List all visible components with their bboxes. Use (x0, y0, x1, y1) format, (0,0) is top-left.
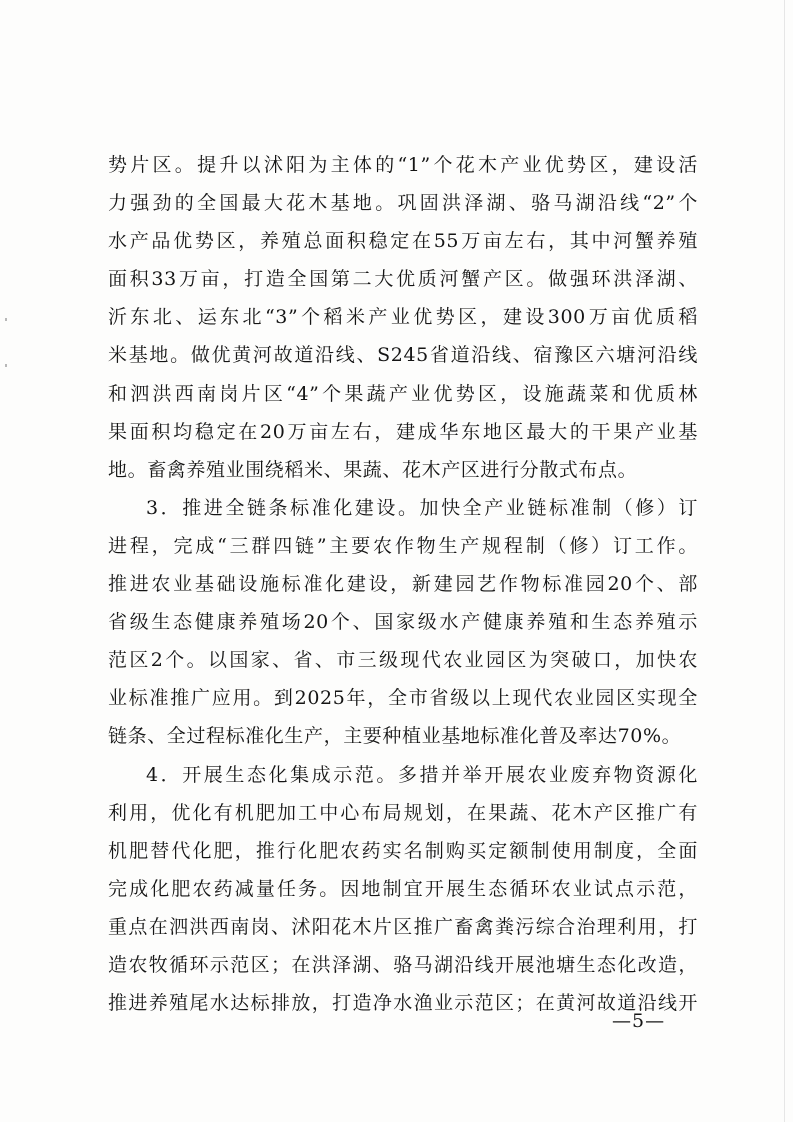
text-line: 进程，完成“三群四链”主要农作物生产规程制（修）订工作。 (108, 534, 698, 557)
page-number: —5— (612, 1010, 666, 1032)
text-line: 重点在泗洪西南岗、沭阳花木片区推广畜禽粪污综合治理利用，打 (108, 915, 698, 938)
text-line: 链条、全过程标准化生产，主要种植业基地标准化普及率达70%。 (108, 725, 682, 748)
text-line: 米基地。做优黄河故道沿线、S245省道沿线、宿豫区六塘河沿线 (108, 344, 698, 367)
text-line: 面积33万亩，打造全国第二大优质河蟹产区。做强环洪泽湖、 (108, 268, 698, 291)
text-line: 果面积均稳定在20万亩左右，建成华东地区最大的干果产业基 (108, 420, 698, 443)
text-line: 推进养殖尾水达标排放，打造净水渔业示范区；在黄河故道沿线开 (108, 992, 698, 1015)
body-text (108, 146, 698, 1022)
text-line: 地。畜禽养殖业围绕稻米、果蔬、花木产区进行分散式布点。 (108, 458, 638, 481)
text-line: 完成化肥农药减量任务。因地制宜开展生态循环农业试点示范， (108, 877, 698, 900)
text-line: 和泗洪西南岗片区“4”个果蔬产业优势区，设施蔬菜和优质林 (108, 382, 698, 405)
scan-mark (784, 0, 785, 1122)
scan-mark (5, 318, 7, 321)
text-line: 范区2个。以国家、省、市三级现代农业园区为突破口，加快农 (108, 649, 698, 672)
text-line: 利用，优化有机肥加工中心布局规划，在果蔬、花木产区推广有 (108, 801, 698, 824)
text-line: 业标准推广应用。到2025年，全市省级以上现代农业园区实现全 (108, 687, 698, 710)
text-line: 沂东北、运东北“3”个稻米产业优势区，建设300万亩优质稻 (108, 306, 698, 329)
text-line: 力强劲的全国最大花木基地。巩固洪泽湖、骆马湖沿线“2”个 (108, 192, 698, 215)
section-heading-line: 4．开展生态化集成示范。多措并举开展农业废弃物资源化 (146, 763, 698, 786)
text-line: 造农牧循环示范区；在洪泽湖、骆马湖沿线开展池塘生态化改造， (108, 953, 698, 976)
text-line: 水产品优势区，养殖总面积稳定在55万亩左右，其中河蟹养殖 (108, 230, 698, 253)
text-line: 机肥替代化肥，推行化肥农药实名制购买定额制使用制度，全面 (108, 839, 698, 862)
text-line: 省级生态健康养殖场20个、国家级水产健康养殖和生态养殖示 (108, 611, 698, 634)
text-line: 势片区。提升以沭阳为主体的“1”个花木产业优势区，建设活 (108, 154, 698, 176)
text-line: 推进农业基础设施标准化建设，新建园艺作物标准园20个、部 (108, 573, 698, 596)
section-heading-line: 3．推进全链条标准化建设。加快全产业链标准制（修）订 (146, 496, 698, 519)
scan-mark (5, 364, 7, 367)
